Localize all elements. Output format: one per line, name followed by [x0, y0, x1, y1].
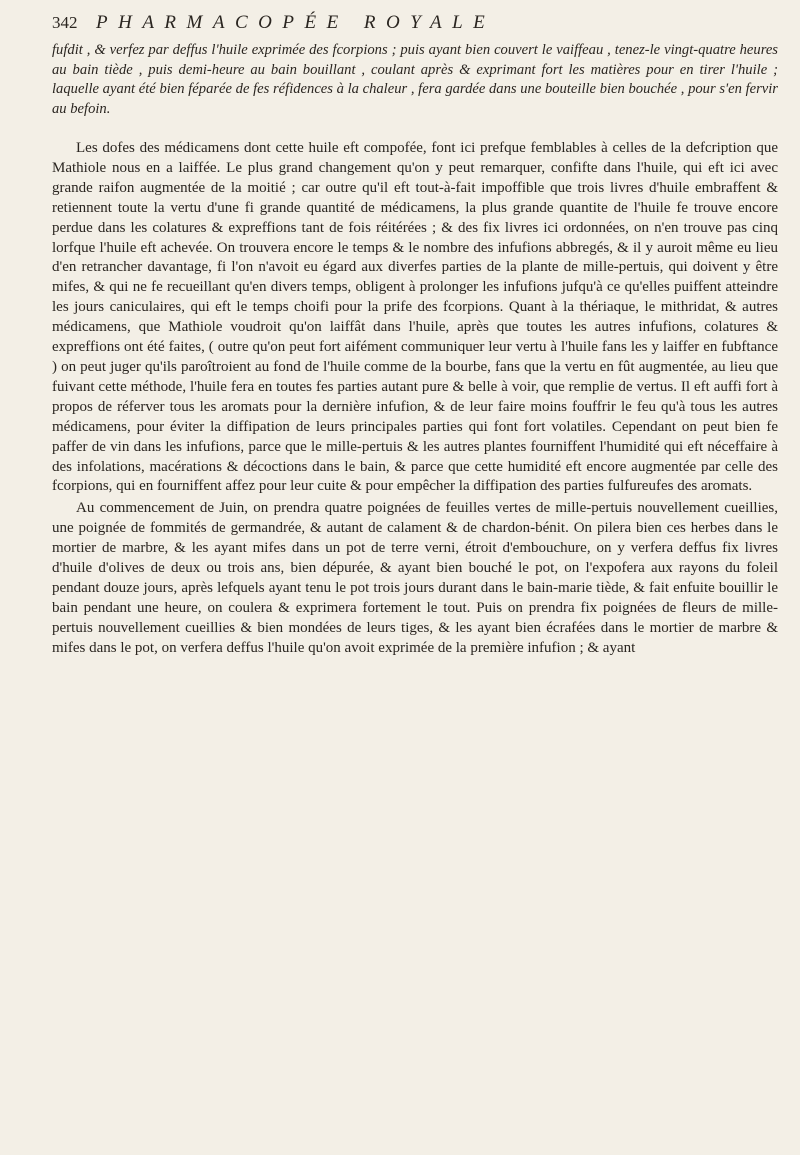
intro-paragraph: fufdit , & verfez par deffus l'huile exprimée des fcorpions ; puis ayant bien couvert le vaiffeau , tenez-le vingt-quatre heures au bain tiède , puis demi-heure au bain bouillant , coulant après & exprimant fort les matières pour en tirer l'huile ; laquelle ayant été bien féparée de fes réfidences à la chaleur , fera gardée dans une bouteille bien bouchée , pour s'en fervir au befoin.: [52, 42, 778, 117]
commentary-text: [52, 139, 778, 659]
recipe-continuation: [52, 41, 778, 119]
paragraph-preparation: Au commencement de Juin, on prendra quatre poignées de feuilles vertes de mille-pertuis nouvellement cueillies, une poignée de fommités de germandrée, & autant de calament & de chardon-bénit. On pilera bien ces herbes dans le mortier de marbre, & les ayant mifes dans un pot de terre verni, étroit d'embouchure, on y verfera deffus fix livres d'huile d'olives de deux ou trois ans, bien dépurée, & ayant bien bouché le pot, on l'expofera aux rayons du foleil pendant douze jours, après lefquels ayant tenu le pot trois jours durant dans le bain-marie tiède, & fait enfuite bouillir le bain pendant une heure, on coulera & exprimera fortement le tout. Puis on prendra fix poignées de fleurs de mille-pertuis nouvellement cueillies & bien mondées de leurs tiges, & les ayant bien écrafées dans le mortier de marbre & mifes dans le pot, on verfera deffus l'huile qu'on avoit exprimée de la première infufion ; & ayant: [52, 500, 778, 656]
running-head: [52, 12, 778, 36]
running-title: PHARMACOPÉE ROYALE: [96, 12, 496, 33]
paragraph-commentary: Les dofes des médicamens dont cette huile eft compofée, font ici prefque femblables à celles de la defcription que Mathiole nous en a laiffée. Le plus grand changement qu'on y peut remarquer, confifte dans l'huile, qui eft ici avec grande raifon augmentée de la moitié ; car outre qu'il eft tout-à-fait impoffible que trois livres d'huile embraffent & retiennent toute la vertu d'une fi grande quantité de médicamens, la plus grande quantite de l'huile fe trouve encore perdue dans les colatures & expreffions tant de fois réitérées ; & des fix livres ici ordonnées, on n'en trouve pas cinq lorfque l'huile eft achevée. On trouvera encore le temps & le nombre des infufions abbregés, & il y auroit même eu lieu d'en retrancher davantage, fi l'on n'avoit eu égard aux diverfes parties de la plante de mille-pertuis, qui doivent y être mifes, & qui ne fe recueillant qu'en divers temps, obligent à prolonger les infufions jufqu'à ce qu'elles puiffent atteindre les jours caniculaires, qui eft le temps choifi pour la prife des fcorpions. Quant à la thériaque, le mithridat, & autres médicamens, que Mathiole voudroit qu'on laiffât dans l'huile, après que toutes les autres infufions, colatures & expreffions ont été faites, ( outre qu'on peut fort aifément communiquer leur vertu à l'huile fans les y laiffer en fubftance ) on peut juger qu'ils paroîtroient au fond de l'huile comme de la bourbe, fans que la vertu en fût augmentée, au lieu que fuivant cette méthode, l'huile fera en toutes fes parties autant pure & belle à voir, que remplie de vertus. Il eft auffi fort à propos de réferver tous les aromats pour la dernière infufion, & de leur faire moins fouffrir le feu qu'à tous les autres médicamens, pour éviter la diffipation de leurs principales parties qui font fort volatiles. Cependant on peut bien fe paffer de vin dans les infufions, parce que le mille-pertuis & les autres plantes fourniffent l'humidité qui eft néceffaire à des infolations, macérations & décoctions dans le bain, & parce que cette humidité eft encore augmentée par celle des fcorpions, qui en fourniffent affez pour leur cuite & pour empêcher la diffipation des parties fulfureufes des aromats.: [52, 140, 778, 495]
page-number: 342: [52, 13, 78, 32]
